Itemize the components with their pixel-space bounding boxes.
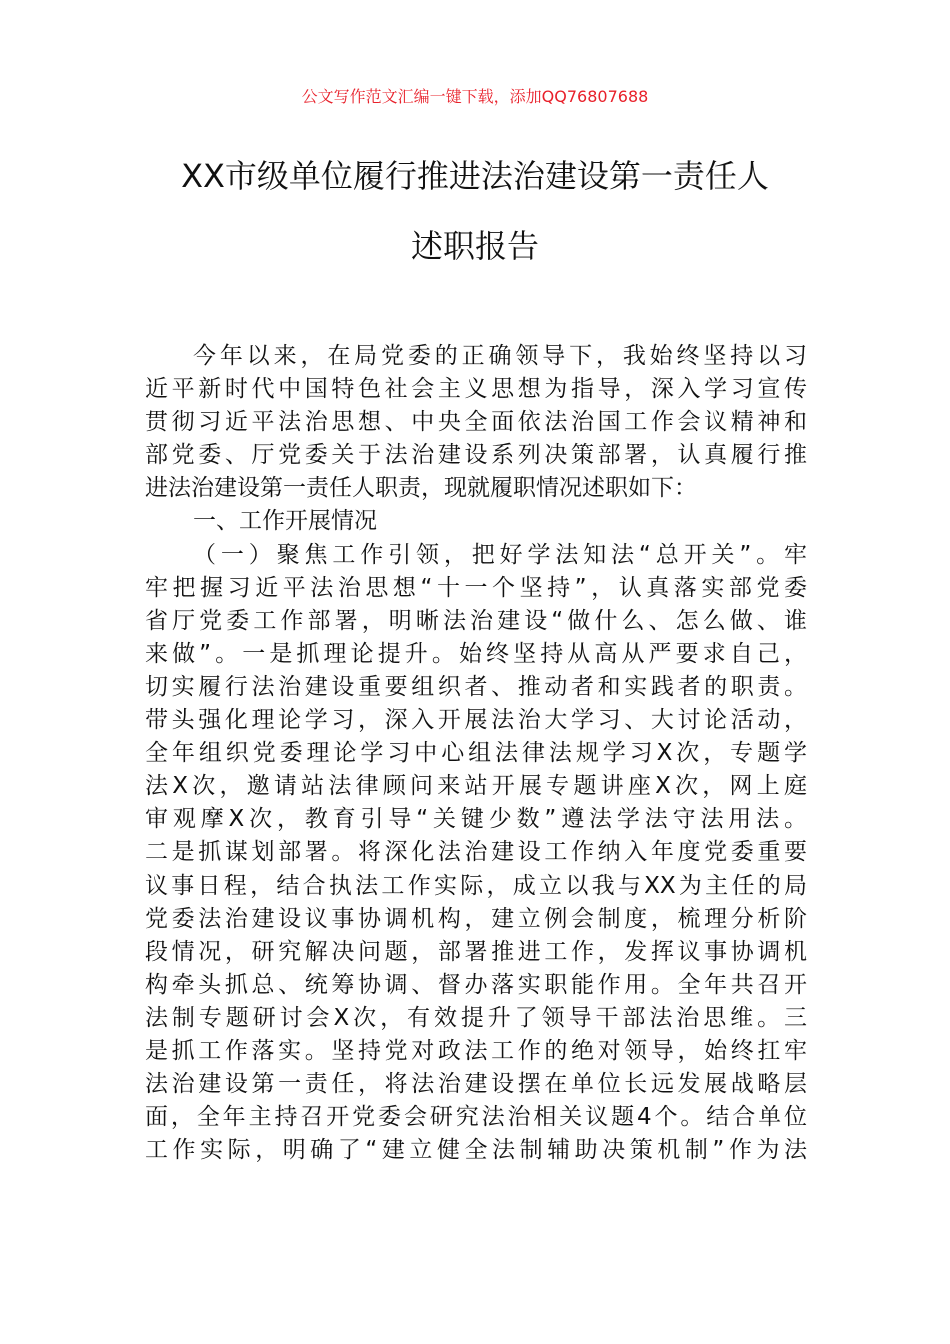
body-line: 贯彻习近平法治思想、中央全面依法治国工作会议精神和 bbox=[145, 409, 807, 436]
body-line: 法治建设第一责任，将法治建设摆在单位长远发展战略层 bbox=[145, 1071, 807, 1098]
body-line: 审观摩X次，教育引导“关键少数”遵法学法守法用法。 bbox=[145, 806, 807, 833]
subsection-heading-line: （一）聚焦工作引领，把好学法知法“总开关”。牢 bbox=[193, 541, 807, 568]
document-title-line-1: XX市级单位履行推进法治建设第一责任人 bbox=[181, 157, 769, 195]
document-body bbox=[145, 340, 807, 1167]
body-line: 进法治建设第一责任人职责，现就履职情况述职如下： bbox=[145, 475, 697, 502]
body-line: 来做”。一是抓理论提升。始终坚持从高从严要求自己， bbox=[145, 640, 807, 667]
body-line: 切实履行法治建设重要组织者、推动者和实践者的职责。 bbox=[145, 673, 807, 700]
body-line: 省厅党委工作部署，明晰法治建设“做什么、怎么做、谁 bbox=[145, 607, 807, 634]
body-line: 段情况，研究解决问题，部署推进工作，发挥议事协调机 bbox=[145, 938, 807, 965]
body-line: 牢把握习近平法治思想“十一个坚持”，认真落实部党委 bbox=[145, 574, 807, 601]
body-line: 二是抓谋划部署。将深化法治建设工作纳入年度党委重要 bbox=[145, 839, 807, 866]
body-line: 部党委、厅党委关于法治建设系列决策部署，认真履行推 bbox=[145, 442, 807, 469]
section-heading: 一、工作开展情况 bbox=[193, 508, 377, 535]
body-line: 近平新时代中国特色社会主义思想为指导，深入学习宣传 bbox=[145, 376, 807, 403]
body-line: 今年以来，在局党委的正确领导下，我始终坚持以习 bbox=[193, 343, 807, 369]
body-line: 全年组织党委理论学习中心组法律法规学习X次，专题学 bbox=[145, 740, 807, 767]
body-line: 法制专题研讨会X次，有效提升了领导干部法治思维。三 bbox=[145, 1004, 807, 1031]
document-title-line-2: 述职报告 bbox=[410, 227, 539, 265]
body-line: 党委法治建设议事协调机构，建立例会制度，梳理分析阶 bbox=[145, 905, 807, 932]
body-line: 议事日程，结合执法工作实际，成立以我与XX为主任的局 bbox=[145, 872, 807, 899]
body-line: 法X次，邀请站法律顾问来站开展专题讲座X次，网上庭 bbox=[145, 773, 807, 800]
download-banner: 公文写作范文汇编一键下载，添加QQ76807688 bbox=[301, 87, 649, 106]
body-line: 构牵头抓总、统筹协调、督办落实职能作用。全年共召开 bbox=[145, 971, 807, 998]
body-line: 面，全年主持召开党委会研究法治相关议题4个。结合单位 bbox=[145, 1104, 807, 1131]
body-line: 工作实际，明确了“建立健全法制辅助决策机制”作为法 bbox=[145, 1137, 807, 1164]
body-line: 带头强化理论学习，深入开展法治大学习、大讨论活动， bbox=[145, 707, 807, 734]
body-line: 是抓工作落实。坚持党对政法工作的绝对领导，始终扛牢 bbox=[145, 1037, 807, 1064]
